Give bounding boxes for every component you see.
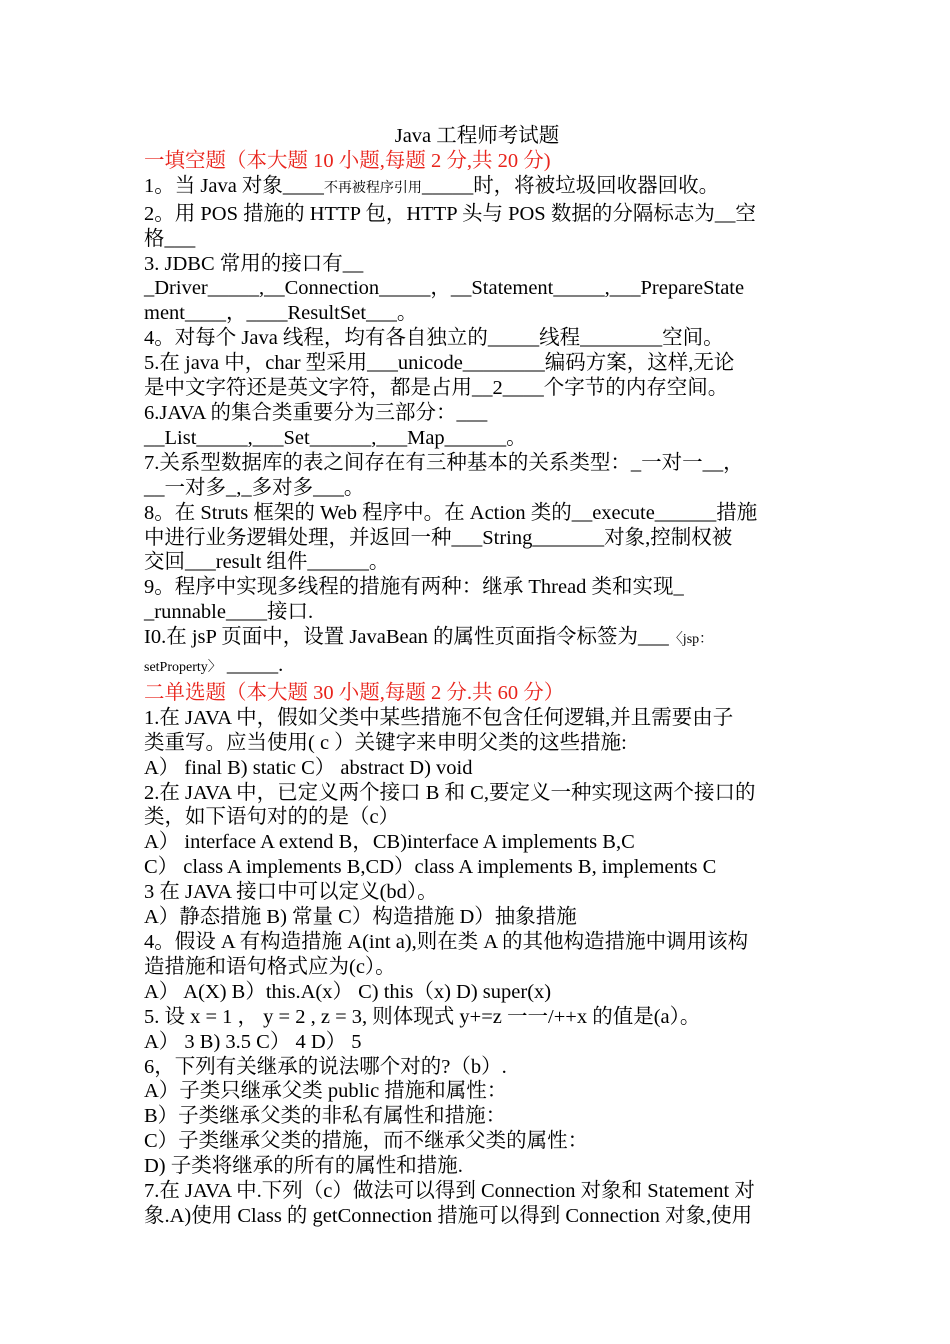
text-line: A） 3 B) 3.5 C） 4 D） 5 xyxy=(144,1030,362,1053)
text-line: 类重写。应当使用( c ）关键字来申明父类的这些措施: xyxy=(144,731,627,754)
text-line: C）子类继承父类的措施，而不继承父类的属性： xyxy=(144,1130,589,1153)
text-line: _Driver_____,__Connection_____，__Statement_____,___PrepareState xyxy=(144,277,745,300)
text-line xyxy=(144,174,810,202)
document-body xyxy=(144,149,810,1229)
text-line: 象.A)使用 Class 的 getConnection 措施可以得到 Connection 对象,使用 xyxy=(144,1204,753,1227)
text-line: _runnable____接口. xyxy=(144,601,314,624)
text-line: 是中文字符还是英文字符，都是占用__2____个字节的内存空间。 xyxy=(144,377,729,400)
text-line: 7.关系型数据库的表之间存在有三种基本的关系类型：_一对一__， xyxy=(144,451,744,474)
text-line: B）子类继承父类的非私有属性和措施： xyxy=(144,1105,507,1128)
text-line: 交回___result 组件______。 xyxy=(144,551,390,574)
text-line: 9。程序中实现多线程的措施有两种：继承 Thread 类和实现_ xyxy=(144,576,684,599)
text-line: 4。假设 A 有构造措施 A(int a),则在类 A 的其他构造措施中调用该构 xyxy=(144,931,749,953)
text-line: 2。用 POS 措施的 HTTP 包，HTTP 头与 POS 数据的分隔标志为__空 xyxy=(144,202,756,225)
line-segment: _____. xyxy=(221,654,284,677)
text-line: A） A(X) B）this.A(x） C) this（x) D) super(x) xyxy=(144,980,552,1003)
text-line: 6.JAVA 的集合类重要分为三部分：___ xyxy=(144,401,488,424)
text-line xyxy=(144,653,810,681)
text-line: __一对多_,_多对多___。 xyxy=(144,476,365,499)
text-line: A） final B) static C） abstract D) void xyxy=(144,756,473,779)
text-line: 造措施和语句格式应为(c）。 xyxy=(144,955,396,978)
line-segment: 1。当 Java 对象____ xyxy=(144,174,324,197)
text-line: 2.在 JAVA 中，已定义两个接口 B 和 C,要定义一种实现这两个接口的 xyxy=(144,781,756,804)
text-line: 3 在 JAVA 接口中可以定义(bd）。 xyxy=(144,881,438,904)
text-line: D) 子类将继承的所有的属性和措施. xyxy=(144,1155,463,1178)
text-line: 1.在 JAVA 中，假如父类中某些措施不包含任何逻辑,并且需要由子 xyxy=(144,706,734,729)
text-line: A） interface A extend B，CB)interface A implements B,C xyxy=(144,831,635,854)
small-annotation-text: 不再被程序引用 xyxy=(323,180,422,196)
text-line: A）子类只继承父类 public 措施和属性： xyxy=(144,1080,508,1103)
exam-document xyxy=(144,124,810,1229)
section-heading: 一填空题（本大题 10 小题,每题 2 分,共 20 分) xyxy=(144,149,551,172)
text-line: 类，如下语句对的的是（c） xyxy=(144,806,400,829)
text-line: 5. 设 x = 1 ， y = 2 , z = 3, 则体现式 y+=z 一一/++x 的值是(a）。 xyxy=(144,1005,701,1028)
small-annotation-text: 〈jsp： xyxy=(668,632,714,648)
line-segment: _____时，将被垃圾回收器回收。 xyxy=(421,174,720,197)
text-line: C） class A implements B,CD）class A implements B, implements C xyxy=(144,856,717,879)
text-line xyxy=(144,625,810,653)
text-line: A）静态措施 B) 常量 C）构造措施 D）抽象措施 xyxy=(144,906,577,929)
text-line: 3. JDBC 常用的接口有__ xyxy=(144,252,364,275)
section-heading: 二单选题（本大题 30 小题,每题 2 分.共 60 分） xyxy=(144,681,565,704)
text-line: 8。在 Struts 框架的 Web 程序中。在 Action 类的__execute______措施 xyxy=(144,501,758,524)
text-line: ment____，____ResultSet___。 xyxy=(144,302,418,325)
text-line: __List_____,___Set______,___Map______。 xyxy=(144,426,527,449)
text-line: 中进行业务逻辑处理，并返回一种___String_______对象,控制权被 xyxy=(144,526,733,549)
text-line: 6，下列有关继承的说法哪个对的?（b）. xyxy=(144,1055,507,1078)
text-line: 5.在 java 中，char 型采用___unicode________编码方案，这样,无论 xyxy=(144,352,735,375)
text-line: 7.在 JAVA 中.下列（c）做法可以得到 Connection 对象和 Statement 对 xyxy=(144,1180,755,1203)
line-segment: I0.在 jsP 页面中，设置 JavaBean 的属性页面指令标签为___ xyxy=(144,626,669,649)
small-annotation-text: setProperty〉 xyxy=(144,660,222,676)
text-line: 格___ xyxy=(144,227,196,250)
document-title: Java 工程师考试题 xyxy=(394,125,560,147)
text-line: 4。对每个 Java 线程，均有各自独立的_____线程________空间。 xyxy=(144,327,724,350)
